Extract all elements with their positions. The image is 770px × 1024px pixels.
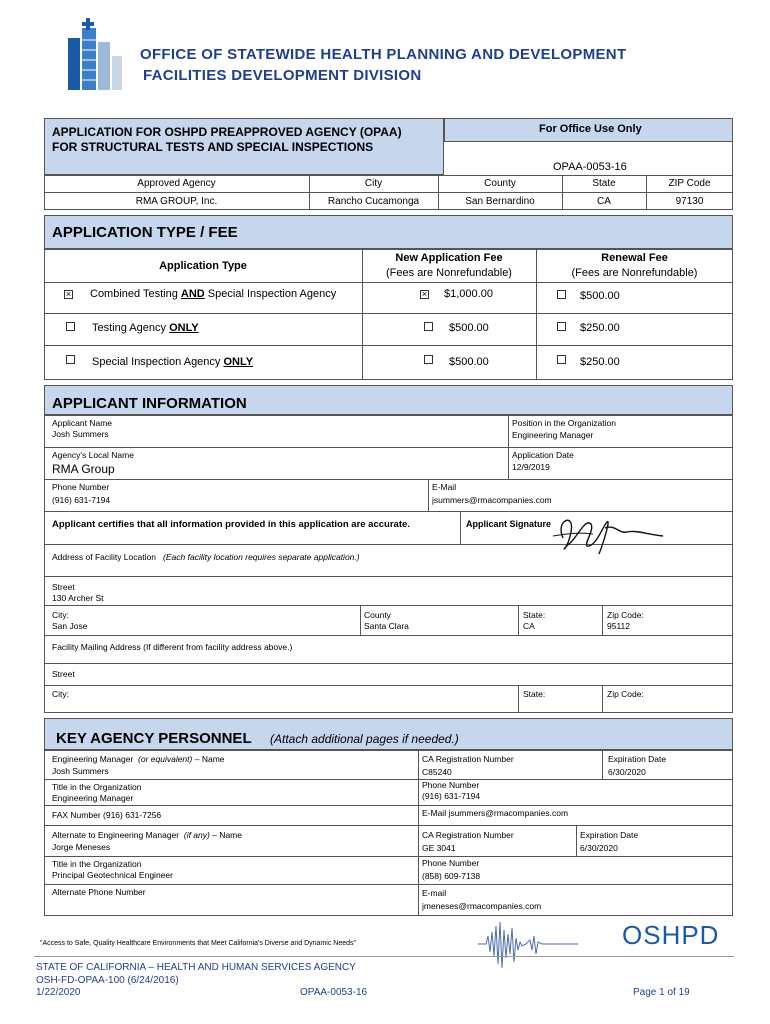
app-date-label: Application Date	[512, 450, 574, 460]
em-exp-value: 6/30/2020	[608, 767, 646, 777]
em-phone-label: Phone Number	[422, 780, 480, 790]
alt-name: Jorge Meneses	[52, 842, 111, 852]
form-title-line-1: APPLICATION FOR OSHPD PREAPPROVED AGENCY (OPAA)	[52, 125, 402, 139]
oshpd-building-logo	[62, 18, 128, 92]
email-label: E-Mail	[432, 482, 457, 492]
applicant-name: Josh Summers	[52, 429, 109, 439]
signature-label: Applicant Signature	[466, 519, 552, 529]
alt-title-value: Principal Geotechnical Engineer	[52, 870, 173, 880]
testing-new-fee: $500.00	[449, 322, 489, 334]
alt-email-value: jmeneses@rmacompanies.com	[422, 901, 542, 911]
form-title-line-2: FOR STRUCTURAL TESTS AND SPECIAL INSPECTIONS	[52, 140, 374, 154]
mailing-zip-label: Zip Code:	[607, 689, 644, 699]
combined-new-checkbox[interactable]: ×	[421, 289, 428, 299]
em-reg-label: CA Registration Number	[422, 754, 514, 764]
email-value: jsummers@rmacompanies.com	[432, 495, 552, 505]
footer-page: Page 1 of 19	[633, 987, 690, 998]
certify-statement: Applicant certifies that all information provided in this application are accurate.	[52, 519, 410, 530]
special-renew-checkbox[interactable]	[557, 355, 566, 364]
street-value: 130 Archer St	[52, 593, 104, 603]
office-use-label: For Office Use Only	[539, 123, 642, 135]
alt-email-label: E-mail	[422, 888, 447, 898]
footer-form-id: OSH-FD-OPAA-100 (6/24/2016)	[36, 975, 179, 986]
applicant-heading: APPLICANT INFORMATION	[52, 395, 247, 412]
county-value-facility: Santa Clara	[364, 621, 409, 631]
oshpd-logo-text: OSHPD	[622, 920, 720, 950]
position-label: Position in the Organization	[512, 418, 616, 428]
city-col-header: City	[364, 178, 383, 189]
em-email: E-Mail jsummers@rmacompanies.com	[422, 808, 569, 818]
em-exp-label: Expiration Date	[608, 754, 667, 764]
testing-checkbox[interactable]	[66, 322, 75, 331]
mailing-city-label: City:	[52, 689, 69, 699]
col-renew-fee-2: (Fees are Nonrefundable)	[571, 267, 698, 279]
county-value: San Bernardino	[465, 196, 535, 207]
personnel-note: (Attach additional pages if needed.)	[270, 732, 459, 746]
em-fax: FAX Number (916) 631-7256	[52, 810, 162, 820]
em-reg-value: C85240	[422, 767, 452, 777]
mailing-state-label: State:	[523, 689, 546, 699]
position-value: Engineering Manager	[512, 430, 594, 440]
local-name-value: RMA Group	[52, 462, 115, 476]
city-value-facility: San Jose	[52, 621, 88, 631]
special-renew-fee: $250.00	[580, 356, 620, 368]
em-name: Josh Summers	[52, 766, 109, 776]
zip-value: 97130	[675, 196, 704, 207]
mailing-address-label: Facility Mailing Address (If different from facility address above.)	[52, 642, 293, 652]
alt-label: Alternate to Engineering Manager (if any) – Name	[52, 830, 242, 840]
city-value: Rancho Cucamonga	[327, 196, 420, 207]
combined-renew-fee: $500.00	[580, 290, 620, 302]
zip-value-facility: 95112	[607, 621, 631, 631]
alt-phone-value: (858) 609-7138	[422, 871, 481, 881]
em-title-value: Engineering Manager	[52, 793, 134, 803]
state-col-header: State	[592, 178, 616, 189]
em-label: Engineering Manager (or equivalent) – Name	[52, 754, 225, 764]
state-value-facility: CA	[523, 621, 535, 631]
footer-quote: "Access to Safe, Quality Healthcare Environments that Meet California's Diverse and Dynamic Needs"	[40, 940, 356, 947]
app-date-value: 12/9/2019	[512, 462, 550, 472]
local-name-label: Agency's Local Name	[52, 450, 134, 460]
county-col-header: County	[484, 178, 516, 189]
testing-label: Testing Agency ONLY	[92, 322, 199, 334]
em-title-label: Title in the Organization	[52, 782, 142, 792]
alt-phone-label: Phone Number	[422, 858, 480, 868]
header-line-1: OFFICE OF STATEWIDE HEALTH PLANNING AND DEVELOPMENT	[140, 46, 627, 63]
special-new-checkbox[interactable]	[424, 355, 433, 364]
col-new-fee-2: (Fees are Nonrefundable)	[386, 267, 512, 279]
agency-value: RMA GROUP, Inc.	[135, 196, 218, 207]
state-label: State:	[523, 610, 546, 620]
alt-alt-phone-label: Alternate Phone Number	[52, 887, 146, 897]
alt-exp-value: 6/30/2020	[580, 843, 618, 853]
city-label: City:	[52, 610, 69, 620]
seismograph-graphic	[478, 914, 578, 974]
header-line-2: FACILITIES DEVELOPMENT DIVISION	[143, 67, 422, 84]
applicant-name-label: Applicant Name	[52, 418, 113, 428]
footer-agency: STATE OF CALIFORNIA – HEALTH AND HUMAN SERVICES AGENCY	[36, 962, 356, 973]
facility-address-label: Address of Facility Location (Each facility location requires separate application.)	[52, 552, 360, 562]
em-phone-value: (916) 631-7194	[422, 791, 481, 801]
testing-new-checkbox[interactable]	[424, 322, 433, 331]
alt-title-label: Title in the Organization	[52, 859, 142, 869]
street-label: Street	[52, 582, 75, 592]
footer-opaa: OPAA-0053-16	[300, 987, 368, 998]
mailing-street-label: Street	[52, 669, 75, 679]
zip-label: Zip Code:	[607, 610, 644, 620]
col-new-fee-1: New Application Fee	[395, 252, 503, 264]
app-type-heading: APPLICATION TYPE / FEE	[52, 224, 238, 241]
phone-label: Phone Number	[52, 482, 110, 492]
county-label: County	[364, 610, 391, 620]
col-application-type: Application Type	[159, 260, 247, 272]
opaa-number: OPAA-0053-16	[553, 161, 627, 173]
special-checkbox[interactable]	[66, 355, 75, 364]
combined-renew-checkbox[interactable]	[557, 290, 566, 299]
applicant-signature	[545, 508, 670, 558]
testing-renew-fee: $250.00	[580, 322, 620, 334]
state-value: CA	[597, 196, 611, 207]
alt-exp-label: Expiration Date	[580, 830, 639, 840]
zip-col-header: ZIP Code	[668, 178, 711, 189]
combined-new-fee: $1,000.00	[444, 288, 493, 300]
col-renew-fee-1: Renewal Fee	[601, 252, 668, 264]
footer-date: 1/22/2020	[36, 987, 81, 998]
special-label: Special Inspection Agency ONLY	[92, 356, 254, 368]
combined-label: Combined Testing AND Special Inspection Agency	[90, 288, 337, 300]
personnel-heading: KEY AGENCY PERSONNEL	[56, 730, 252, 747]
alt-reg-value: GE 3041	[422, 843, 456, 853]
testing-renew-checkbox[interactable]	[557, 322, 566, 331]
agency-col-header: Approved Agency	[137, 178, 216, 189]
alt-reg-label: CA Registration Number	[422, 830, 514, 840]
combined-checkbox[interactable]: ×	[65, 289, 72, 299]
special-new-fee: $500.00	[449, 356, 489, 368]
phone-value: (916) 631-7194	[52, 495, 111, 505]
